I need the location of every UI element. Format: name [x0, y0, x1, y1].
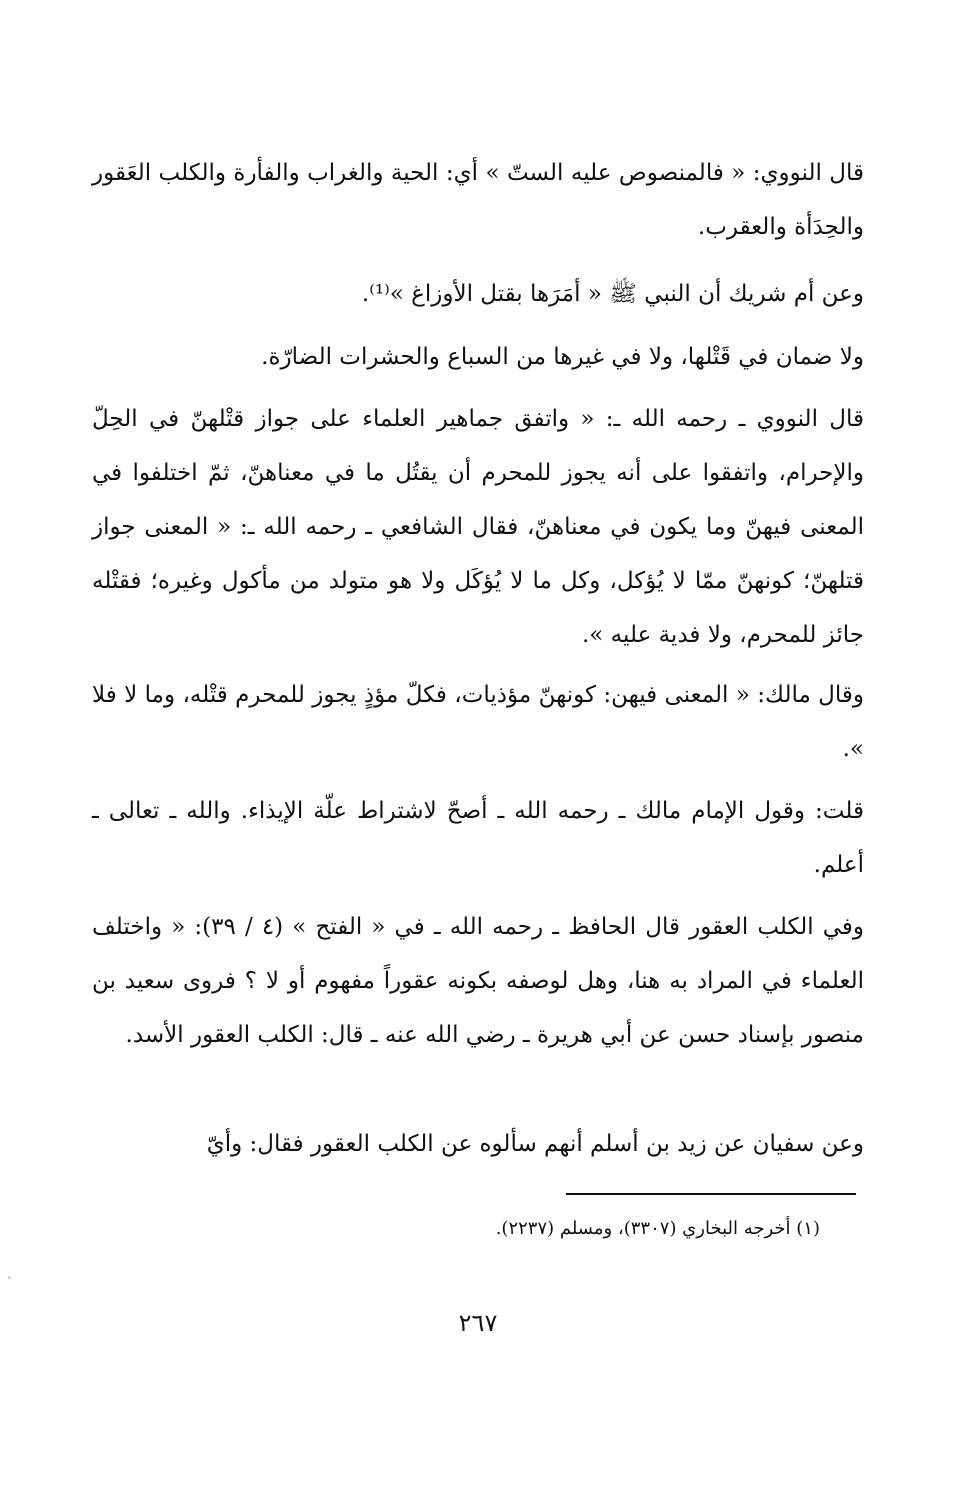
- paragraph-4: قال النووي ـ رحمه الله ـ: « واتفق جماهير العلماء على جواز قتْلهنّ في الحِلّ والإحرام، واتفقوا على أنه يجوز للمحرم أن يقتُل ما في معناهنّ، ثمّ اختلفوا في المعنى فيهنّ وما يكون في معناهنّ، فقال الشافعي ـ رحمه الله ـ: « المعنى جواز قتلهنّ؛ كونهنّ ممّا لا يُؤكل، وكل ما لا يُؤكَل ولا هو متولد من مأكول وغيره؛ فقتْله جائز للمحرم، ولا فدية عليه ».: [92, 406, 864, 648]
- paragraph-2: وعن أم شريك أن النبي ﷺ « أمَرَها بقتل الأوزاغ »⁽¹⁾.: [361, 281, 864, 307]
- footnote-separator: [566, 1193, 856, 1195]
- paragraph-6: قلت: وقول الإمام مالك ـ رحمه الله ـ أصحّ لاشتراط علّة الإيذاء. والله ـ تعالى ـ أعلم.: [92, 798, 864, 878]
- scan-speck: [8, 1276, 11, 1279]
- paragraph-7: وفي الكلب العقور قال الحافظ ـ رحمه الله ـ في « الفتح » (٤ / ٣٩): « واختلف العلماء في المراد به هنا، وهل لوصفه بكونه عقوراً مفهوم أو لا ؟ فروى سعيد بن منصور بإسناد حسن عن أبي هريرة ـ رضي الله عنه ـ قال: الكلب العقور الأسد.: [92, 914, 865, 1048]
- paragraph-8: وعن سفيان عن زيد بن أسلم أنهم سألوه عن الكلب العقور فقال: وأيّ: [206, 1131, 864, 1157]
- paragraph-5: وقال مالك: « المعنى فيهن: كونهنّ مؤذيات، فكلّ مؤذٍ يجوز للمحرم قتْله، وما لا فلا ».: [92, 682, 864, 762]
- footnote: (١) أخرجه البخاري (٣٣٠٧)، ومسلم (٢٢٣٧).: [495, 1218, 820, 1239]
- paragraph-1: قال النووي: « فالمنصوص عليه الستّ » أي: الحية والغراب والفأرة والكلب العَقور والحِدَأة والعقرب.: [92, 160, 864, 240]
- page-number: ٢٦٧: [458, 1309, 498, 1337]
- paragraph-3: ولا ضمان في قَتْلها، ولا في غيرها من السباع والحشرات الضارّة.: [261, 344, 864, 370]
